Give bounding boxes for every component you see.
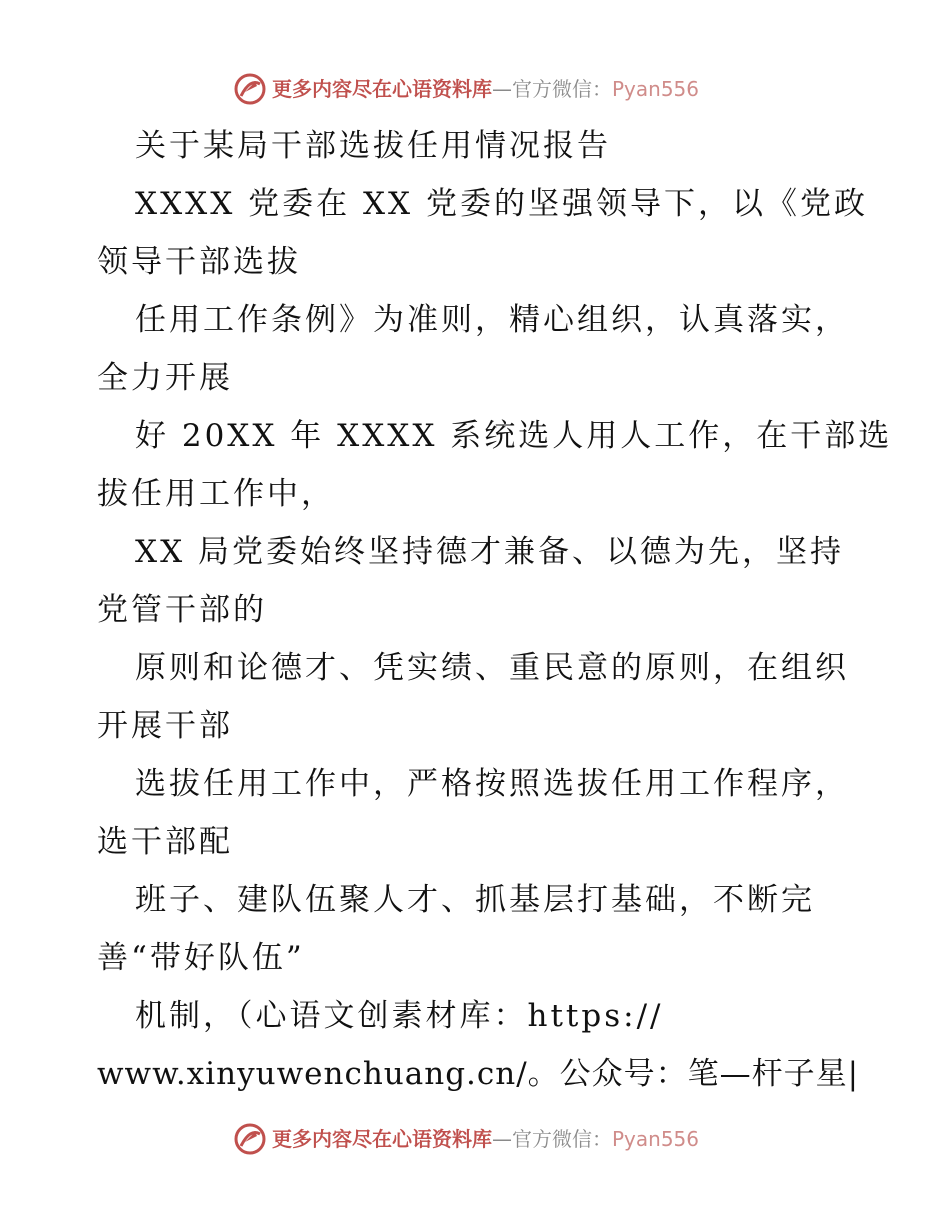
watermark-dash: — <box>492 77 512 101</box>
watermark-official-label: 官方微信： <box>512 1127 612 1151</box>
document-line: 选干部配 <box>97 824 233 860</box>
document-line: www.xinyuwenchuang.cn/。公众号：笔—杆子星| <box>97 1056 860 1092</box>
document-line: 领导干部选拔 <box>97 244 301 280</box>
document-line: 党管干部的 <box>97 592 267 628</box>
watermark-main-text: 更多内容尽在心语资料库 <box>272 1127 492 1151</box>
document-line: 选拔任用工作中，严格按照选拔任用工作程序， <box>135 766 849 802</box>
document-line: 善“带好队伍” <box>97 940 305 976</box>
watermark-wechat-id: Pyan556 <box>612 1127 700 1151</box>
watermark-main-text: 更多内容尽在心语资料库 <box>272 77 492 101</box>
document-line: XX 局党委始终坚持德才兼备、以德为先，坚持 <box>135 534 844 570</box>
watermark-wechat-id: Pyan556 <box>612 77 700 101</box>
document-line: 机制，（心语文创素材库：https:// <box>135 998 664 1034</box>
document-line: 任用工作条例》为准则，精心组织，认真落实， <box>135 302 849 338</box>
document-line: 原则和论德才、凭实绩、重民意的原则，在组织 <box>135 650 849 686</box>
watermark-official-label: 官方微信： <box>512 77 612 101</box>
document-line: 开展干部 <box>97 708 233 744</box>
document-line: 班子、建队伍聚人才、抓基层打基础，不断完 <box>135 882 815 918</box>
document-title: 关于某局干部选拔任用情况报告 <box>135 128 611 164</box>
watermark-text <box>272 1126 699 1152</box>
document-line: XXXX 党委在 XX 党委的坚强领导下，以《党政 <box>135 186 868 222</box>
document-line: 全力开展 <box>97 360 233 396</box>
watermark-banner-bottom <box>0 1120 950 1160</box>
watermark-banner-top <box>0 70 950 110</box>
watermark-dash: — <box>492 1127 512 1151</box>
document-line: 拔任用工作中， <box>97 476 335 512</box>
xinyu-seal-icon <box>233 1122 267 1156</box>
watermark-text <box>272 76 699 102</box>
xinyu-seal-icon <box>233 72 267 106</box>
document-line: 好 20XX 年 XXXX 系统选人用人工作，在干部选 <box>135 418 893 454</box>
